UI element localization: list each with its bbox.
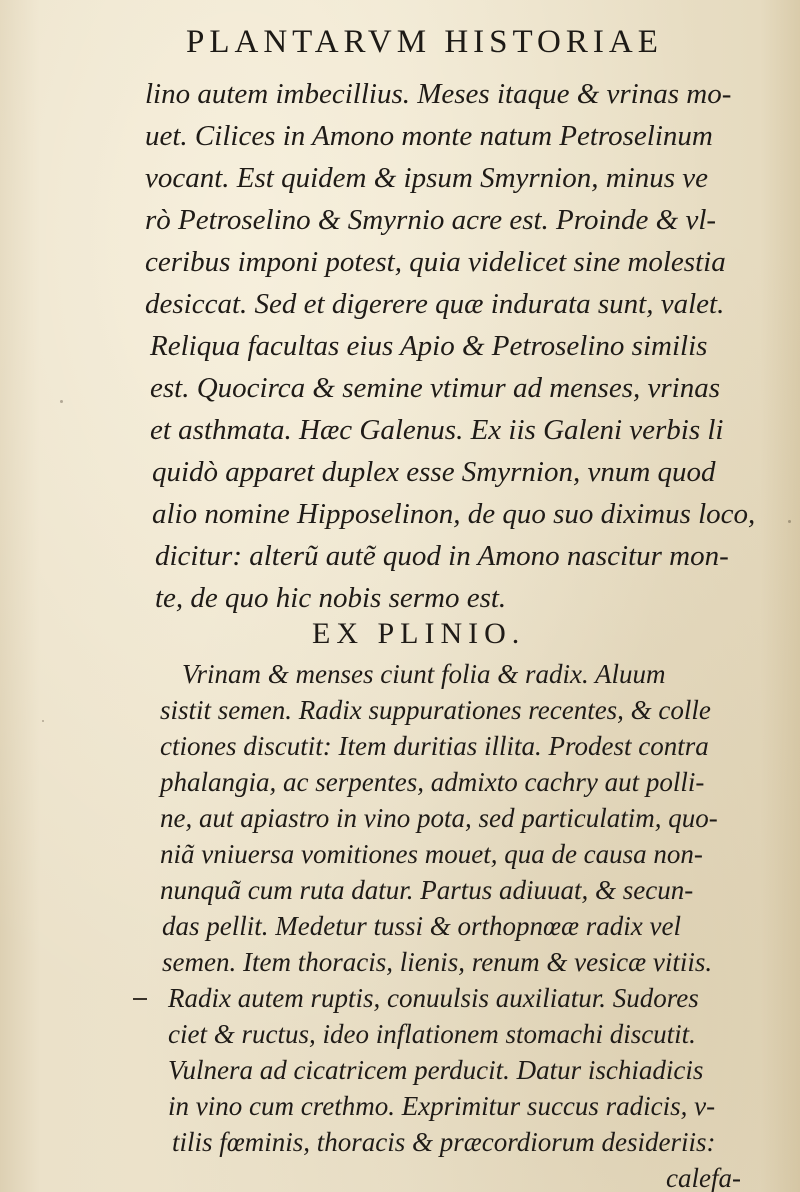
text-line: ctiones discutit: Item duritias illita. Prodest contra: [160, 731, 709, 761]
ink-speck: [788, 520, 791, 523]
section-heading: EX PLINIO.: [312, 617, 526, 650]
text-line: tilis fœminis, thoracis & præcordiorum desideriis:: [172, 1127, 716, 1157]
margin-mark: [133, 998, 147, 1000]
text-line: lino autem imbecillius. Meses itaque & vrinas mo-: [145, 78, 732, 110]
text-line: est. Quocirca & semine vtimur ad menses, vrinas: [150, 372, 720, 404]
text-line: ne, aut apiastro in vino pota, sed particulatim, quo-: [160, 803, 718, 833]
text-line: te, de quo hic nobis sermo est.: [155, 582, 507, 614]
text-line: alio nomine Hipposelinon, de quo suo diximus loco,: [152, 498, 756, 530]
ink-speck: [42, 720, 44, 722]
text-line: Vulnera ad cicatricem perducit. Datur ischiadicis: [168, 1055, 704, 1085]
ink-speck: [60, 400, 63, 403]
text-line: vocant. Est quidem & ipsum Smyrnion, minus ve: [145, 162, 709, 194]
running-head: PLANTARVM HISTORIAE: [186, 24, 663, 60]
text-line: ciet & ructus, ideo inflationem stomachi discutit.: [168, 1019, 696, 1049]
catchword: calefa-: [666, 1163, 741, 1192]
text-line: sistit semen. Radix suppurationes recentes, & colle: [160, 695, 711, 725]
text-line: Reliqua facultas eius Apio & Petroselino similis: [150, 330, 708, 362]
text-line: in vino cum crethmo. Exprimitur succus radicis, v-: [168, 1091, 716, 1121]
text-line: Radix autem ruptis, conuulsis auxiliatur. Sudores: [168, 983, 699, 1013]
text-line: uet. Cilices in Amono monte natum Petroselinum: [145, 120, 713, 152]
text-line: quidò apparet duplex esse Smyrnion, vnum quod: [152, 456, 716, 488]
text-line: desiccat. Sed et digerere quæ indurata sunt, valet.: [145, 288, 725, 320]
text-line: rò Petroselino & Smyrnio acre est. Proinde & vl-: [145, 204, 717, 236]
text-line: phalangia, ac serpentes, admixto cachry aut polli-: [160, 767, 705, 797]
text-line: niã vniuersa vomitiones mouet, qua de causa non-: [160, 839, 703, 869]
text-line: das pellit. Medetur tussi & orthopnœæ radix vel: [162, 911, 681, 941]
text-line: Vrinam & menses ciunt folia & radix. Aluum: [182, 659, 666, 689]
text-line: ceribus imponi potest, quia videlicet sine molestia: [145, 246, 726, 278]
text-line: semen. Item thoracis, lienis, renum & vesicæ vitiis.: [162, 947, 713, 977]
text-line: dicitur: alterũ autẽ quod in Amono nascitur mon-: [155, 540, 729, 572]
text-line: et asthmata. Hæc Galenus. Ex iis Galeni verbis li: [150, 414, 724, 446]
text-line: nunquã cum ruta datur. Partus adiuuat, & secun-: [160, 875, 694, 905]
